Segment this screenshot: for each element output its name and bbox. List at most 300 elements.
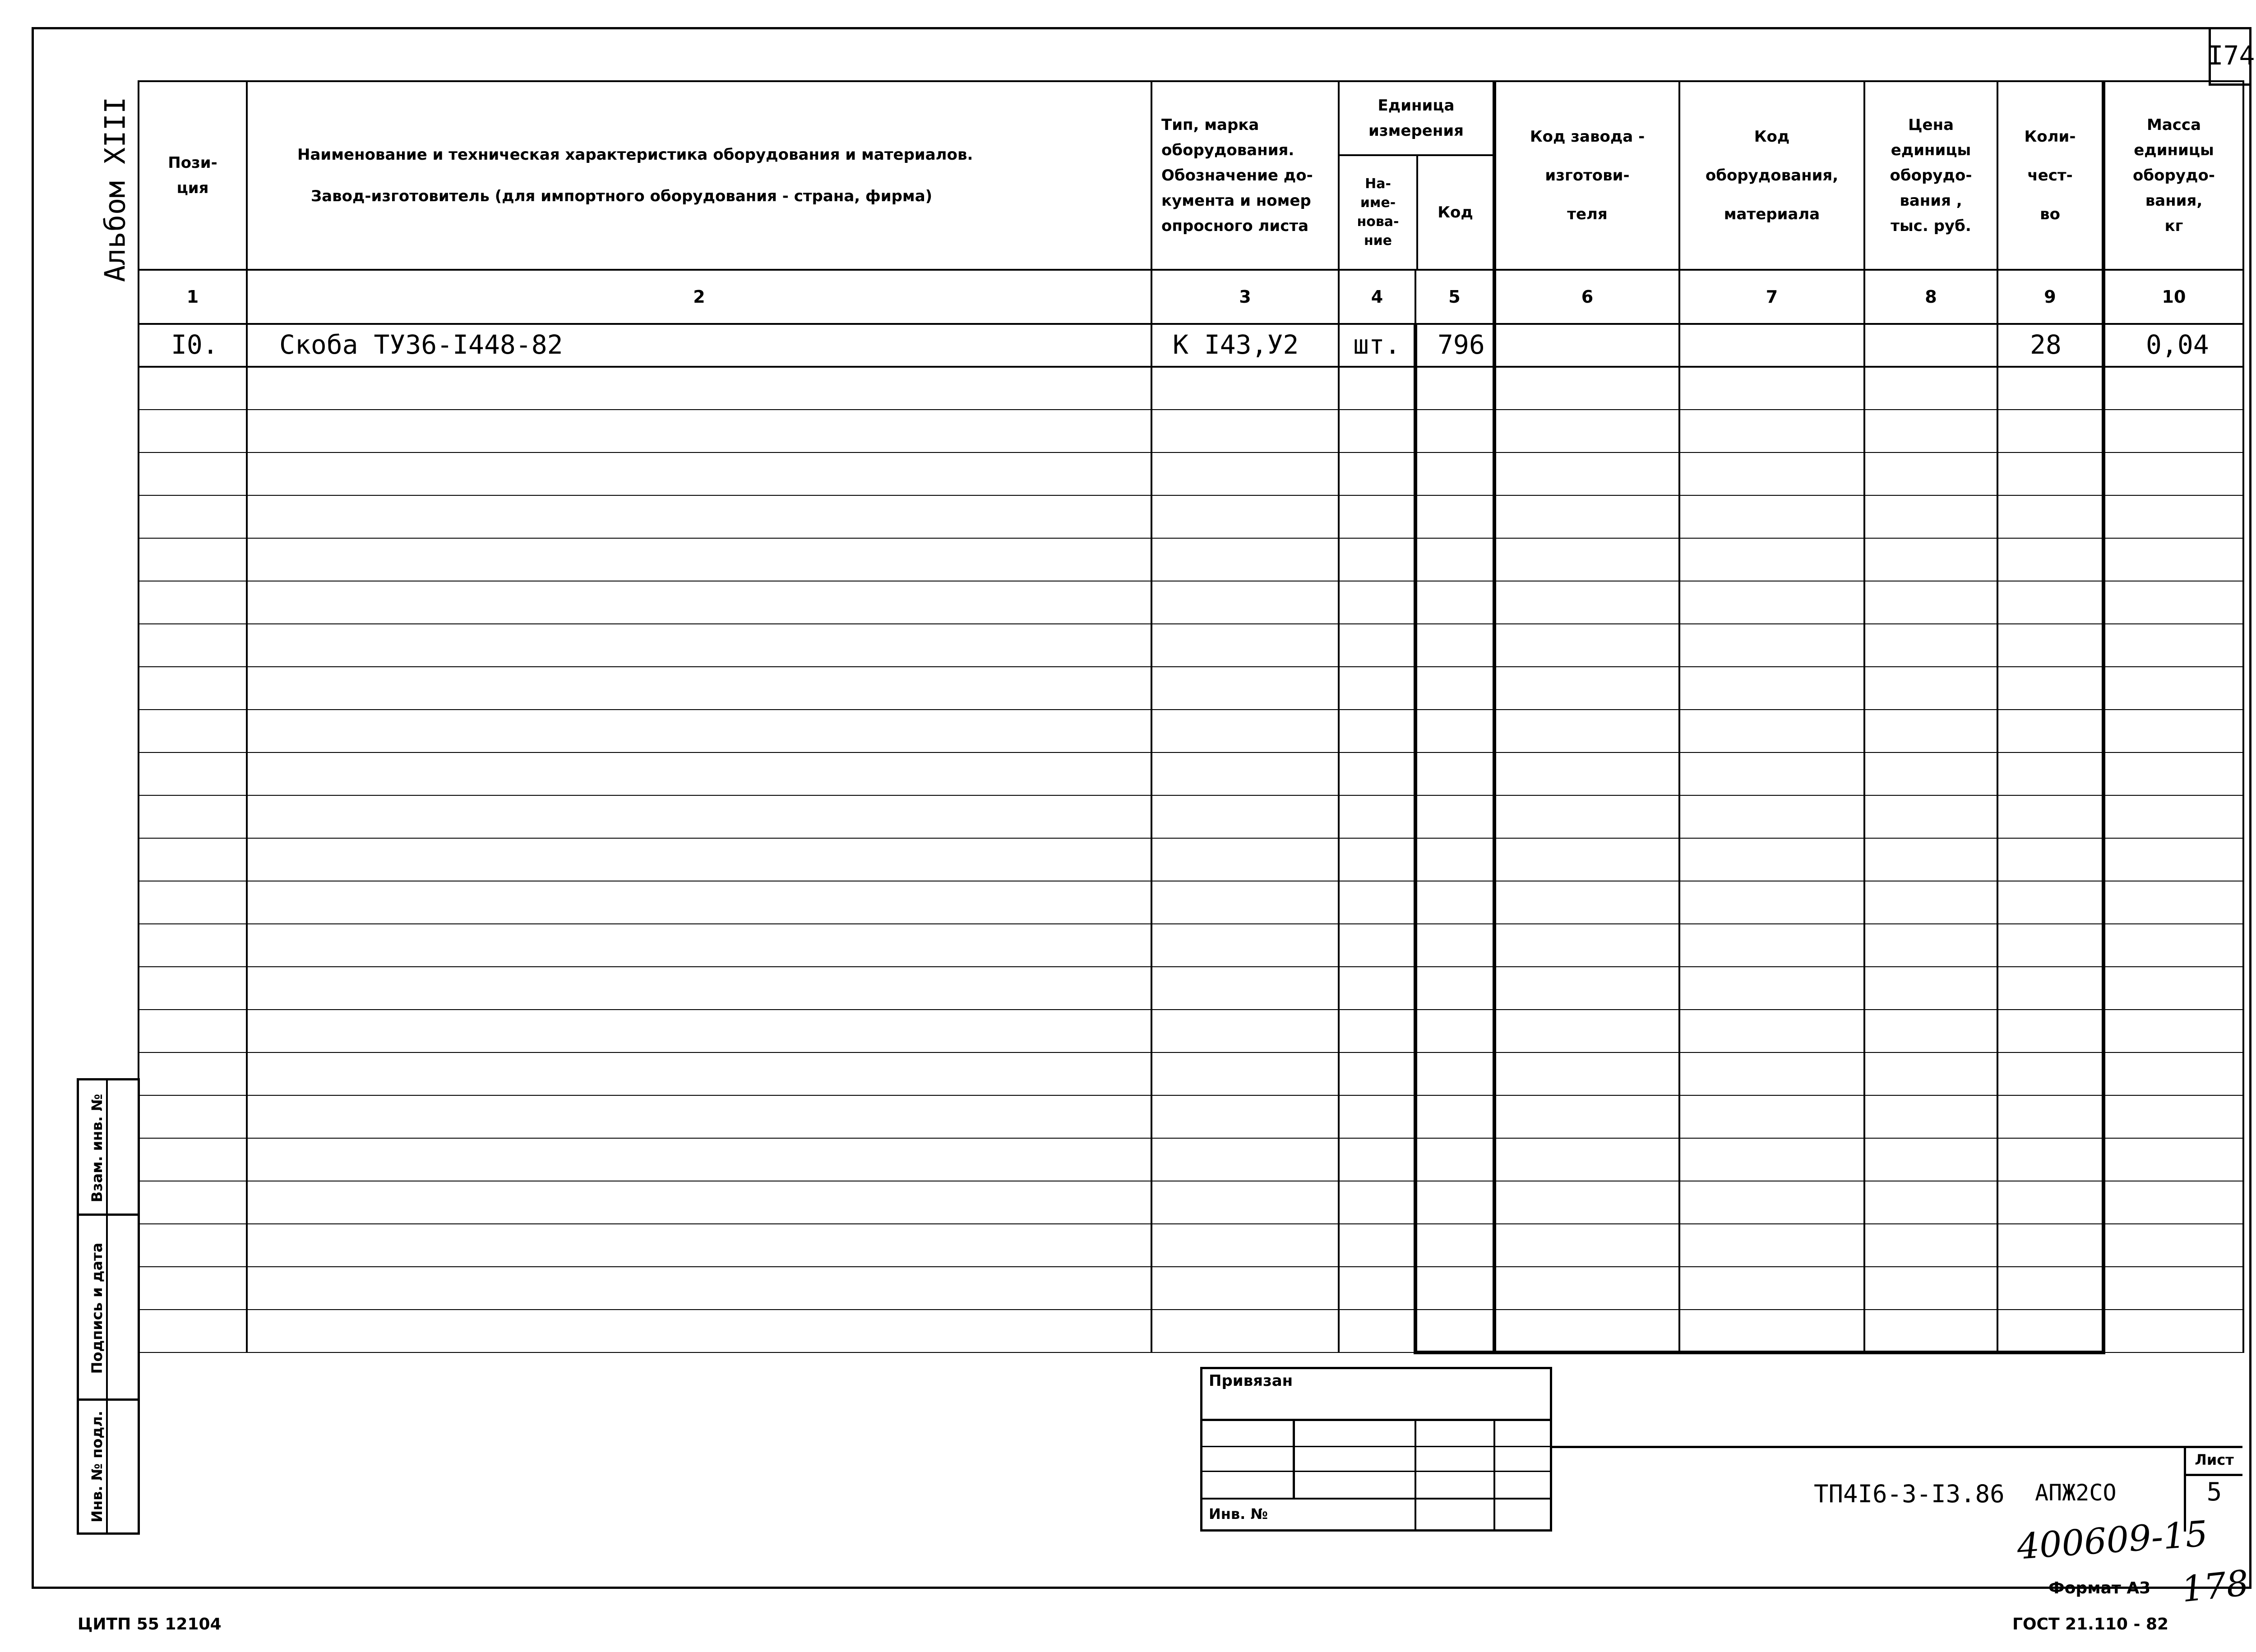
table-cell [1494, 1310, 1679, 1352]
table-cell [1997, 1052, 2103, 1095]
table-cell [2103, 1095, 2243, 1138]
table-cell [1339, 495, 1415, 538]
header-unit-group: Единица измерения [1340, 82, 1493, 156]
table-cell [247, 495, 1151, 538]
table-cell [1864, 1224, 1997, 1267]
table-cell [247, 410, 1151, 452]
table-cell [1415, 538, 1494, 581]
table-cell [1679, 881, 1864, 924]
album-label: Альбом XIII [98, 97, 132, 282]
table-cell [1151, 838, 1339, 881]
col-number: 2 [247, 270, 1151, 324]
handwritten-ref: 400609-15 [2016, 1514, 2209, 1568]
table-cell [247, 624, 1151, 667]
table-cell [1494, 624, 1679, 667]
table-cell [1494, 1138, 1679, 1181]
table-cell [1339, 1138, 1415, 1181]
cell-name: Скоба ТУ36-I448-82 [247, 324, 1151, 367]
table-cell [247, 1267, 1151, 1310]
table-cell [1679, 495, 1864, 538]
table-cell [1494, 967, 1679, 1010]
table-cell [1679, 838, 1864, 881]
table-cell [1415, 410, 1494, 452]
table-row [139, 1224, 2243, 1267]
table-cell [1151, 1310, 1339, 1352]
table-cell [1679, 1267, 1864, 1310]
table-cell [247, 452, 1151, 495]
table-row [139, 538, 2243, 581]
table-cell [2103, 1267, 2243, 1310]
table-cell [2103, 667, 2243, 710]
table-cell [1415, 967, 1494, 1010]
table-cell [247, 367, 1151, 410]
table-cell [1494, 924, 1679, 967]
table-cell [1997, 452, 2103, 495]
table-cell [1415, 1267, 1494, 1310]
table-cell [1151, 924, 1339, 967]
table-cell [247, 710, 1151, 752]
table-cell [1415, 624, 1494, 667]
table-cell [1864, 967, 1997, 1010]
table-cell [1494, 795, 1679, 838]
table-cell [1997, 924, 2103, 967]
table-cell [139, 1181, 247, 1224]
table-cell [1339, 795, 1415, 838]
table-cell [139, 924, 247, 967]
table-cell [139, 967, 247, 1010]
binding-stamp [1200, 1367, 1552, 1532]
table-row [139, 838, 2243, 881]
table-cell [1864, 1267, 1997, 1310]
page-number: I74 [2209, 27, 2251, 86]
table-cell [1415, 1138, 1494, 1181]
table-cell [2103, 538, 2243, 581]
table-cell [2103, 710, 2243, 752]
header-type: Тип, марка оборудования. Обозначение до- кумента и номер опросного листа [1151, 81, 1339, 270]
table-row [139, 1138, 2243, 1181]
header-unit-name: На- име- нова- ние [1340, 156, 1418, 269]
table-cell [2103, 795, 2243, 838]
table-cell [1864, 881, 1997, 924]
table-cell [1151, 1095, 1339, 1138]
table-cell [1339, 538, 1415, 581]
col-number: 1 [139, 270, 247, 324]
table-cell [1339, 452, 1415, 495]
table-row [139, 967, 2243, 1010]
table-cell [1679, 1010, 1864, 1052]
table-cell [247, 581, 1151, 624]
table-cell [1864, 1095, 1997, 1138]
table-cell [247, 924, 1151, 967]
table-cell [247, 1310, 1151, 1352]
table-cell [2103, 581, 2243, 624]
table-cell [1415, 924, 1494, 967]
col-number: 10 [2103, 270, 2243, 324]
table-cell [1415, 452, 1494, 495]
table-cell [1339, 752, 1415, 795]
header-plant-code: Код завода - изготови- теля [1494, 81, 1679, 270]
table-cell [1679, 752, 1864, 795]
table-cell [1339, 924, 1415, 967]
table-cell [1997, 495, 2103, 538]
table-cell [139, 367, 247, 410]
table-cell [1494, 1095, 1679, 1138]
table-cell [247, 838, 1151, 881]
table-cell [139, 881, 247, 924]
table-cell [1415, 881, 1494, 924]
col-number: 8 [1864, 270, 1997, 324]
table-cell [1494, 710, 1679, 752]
table-cell [1494, 495, 1679, 538]
table-cell [139, 1224, 247, 1267]
col-number: 9 [1997, 270, 2103, 324]
table-cell [1494, 367, 1679, 410]
table-row [139, 452, 2243, 495]
table-cell [1997, 1224, 2103, 1267]
table-cell [1864, 581, 1997, 624]
table-cell [1864, 624, 1997, 667]
table-cell [2103, 924, 2243, 967]
table-cell [1997, 410, 2103, 452]
table-cell [2103, 367, 2243, 410]
table-cell [1339, 410, 1415, 452]
table-cell [1415, 667, 1494, 710]
table-cell [2103, 752, 2243, 795]
table-cell [247, 538, 1151, 581]
table-cell [247, 967, 1151, 1010]
cell-equipment-code [1679, 324, 1864, 367]
table-cell [139, 1095, 247, 1138]
format-label: Формат А3 [2048, 1579, 2151, 1597]
table-cell [1151, 1267, 1339, 1310]
col-number: 5 [1415, 270, 1494, 324]
table-cell [1339, 1181, 1415, 1224]
table-cell [247, 1224, 1151, 1267]
table-cell [1151, 410, 1339, 452]
table-cell [1415, 367, 1494, 410]
table-cell [1679, 710, 1864, 752]
table-cell [1339, 1224, 1415, 1267]
table-cell [1151, 495, 1339, 538]
table-cell [1494, 667, 1679, 710]
header-name: Наименование и техническая характеристика оборудования и материалов. Завод-изготовитель (для импортного оборудования - страна, фирма) [247, 81, 1151, 270]
table-cell [1415, 581, 1494, 624]
table-cell [1997, 1310, 2103, 1352]
table-cell [1339, 1052, 1415, 1095]
table-cell [2103, 495, 2243, 538]
table-cell [1415, 1181, 1494, 1224]
table-cell [1339, 1267, 1415, 1310]
col-number: 7 [1679, 270, 1864, 324]
table-cell [1415, 1052, 1494, 1095]
table-cell [1864, 752, 1997, 795]
cell-unit-code: 796 [1415, 324, 1494, 367]
table-cell [1997, 881, 2103, 924]
table-cell [1415, 838, 1494, 881]
table-cell [1997, 967, 2103, 1010]
table-cell [1415, 752, 1494, 795]
table-cell [1494, 452, 1679, 495]
table-cell [1864, 410, 1997, 452]
table-cell [1679, 1310, 1864, 1352]
table-cell [1494, 1010, 1679, 1052]
col-number: 3 [1151, 270, 1339, 324]
table-cell [1339, 367, 1415, 410]
table-cell [1494, 581, 1679, 624]
strip-cell-inv-orig: Инв. № подл. [79, 1401, 138, 1532]
cell-unit: шт. [1339, 324, 1415, 367]
table-cell [1997, 367, 2103, 410]
table-cell [1864, 838, 1997, 881]
table-cell [2103, 624, 2243, 667]
table-cell [2103, 1310, 2243, 1352]
table-cell [1415, 1310, 1494, 1352]
header-price: Цена единицы оборудо- вания , тыс. руб. [1864, 81, 1997, 270]
table-cell [1997, 710, 2103, 752]
table-cell [247, 667, 1151, 710]
table-cell [1151, 452, 1339, 495]
table-cell [1997, 795, 2103, 838]
table-cell [139, 538, 247, 581]
table-cell [1151, 1181, 1339, 1224]
header-quantity: Коли- чест- во [1997, 81, 2103, 270]
table-cell [1494, 538, 1679, 581]
table-cell [139, 838, 247, 881]
table-cell [1339, 1095, 1415, 1138]
table-cell [139, 1010, 247, 1052]
table-cell [1339, 710, 1415, 752]
table-cell [139, 752, 247, 795]
table-cell [1151, 667, 1339, 710]
cell-price [1864, 324, 1997, 367]
table-cell [139, 667, 247, 710]
footer-right: ГОСТ 21.110 - 82 [2012, 1615, 2169, 1634]
table-cell [1679, 538, 1864, 581]
table-cell [2103, 1010, 2243, 1052]
table-cell [2103, 410, 2243, 452]
table-cell [139, 1052, 247, 1095]
table-row [139, 667, 2243, 710]
table-cell [1679, 924, 1864, 967]
table-cell [1997, 538, 2103, 581]
table-cell [1864, 1138, 1997, 1181]
table-cell [1339, 1310, 1415, 1352]
table-cell [2103, 1052, 2243, 1095]
table-cell [139, 410, 247, 452]
table-cell [139, 710, 247, 752]
table-cell [1494, 838, 1679, 881]
table-row [139, 324, 2243, 367]
header-equipment-code: Код оборудования, материала [1679, 81, 1864, 270]
table-cell [1997, 838, 2103, 881]
table-row [139, 495, 2243, 538]
table-cell [1997, 1267, 2103, 1310]
table-cell [1679, 967, 1864, 1010]
table-cell [1864, 367, 1997, 410]
table-cell [2103, 838, 2243, 881]
table-cell [2103, 967, 2243, 1010]
table-cell [1997, 1010, 2103, 1052]
table-cell [247, 795, 1151, 838]
table-row [139, 752, 2243, 795]
table-cell [1151, 795, 1339, 838]
table-cell [1864, 1310, 1997, 1352]
table-cell [247, 1138, 1151, 1181]
table-row [139, 1181, 2243, 1224]
table-cell [1415, 795, 1494, 838]
cell-position: I0. [139, 324, 247, 367]
table-cell [1494, 881, 1679, 924]
table-cell [1415, 1095, 1494, 1138]
table-cell [1679, 667, 1864, 710]
table-cell [1679, 624, 1864, 667]
table-row [139, 795, 2243, 838]
table-cell [1494, 752, 1679, 795]
table-cell [247, 1181, 1151, 1224]
table-cell [1679, 452, 1864, 495]
header-position: Пози- ция [139, 81, 247, 270]
table-cell [1997, 752, 2103, 795]
table-cell [1864, 667, 1997, 710]
table-cell [1415, 495, 1494, 538]
strip-cell-inv-repl: Взам. инв. № [79, 1080, 138, 1216]
col-number: 4 [1339, 270, 1415, 324]
cell-type: К I43,У2 [1151, 324, 1339, 367]
specification-table [138, 80, 2244, 1354]
table-cell [247, 1095, 1151, 1138]
table-cell [1997, 1138, 2103, 1181]
table-cell [1151, 367, 1339, 410]
stamp-inv-label: Инв. № [1209, 1505, 1268, 1523]
table-cell [1864, 1181, 1997, 1224]
cell-plant-code [1494, 324, 1679, 367]
table-cell [1864, 495, 1997, 538]
table-cell [1151, 1224, 1339, 1267]
table-cell [1151, 1010, 1339, 1052]
table-cell [1151, 624, 1339, 667]
header-unit [1339, 81, 1494, 270]
table-cell [1864, 538, 1997, 581]
table-cell [2103, 1224, 2243, 1267]
table-cell [2103, 881, 2243, 924]
sheet-label: Лист [2186, 1446, 2242, 1476]
table-row [139, 1267, 2243, 1310]
table-cell [139, 1310, 247, 1352]
table-cell [1864, 452, 1997, 495]
table-row [139, 1310, 2243, 1352]
table-cell [1679, 410, 1864, 452]
table-cell [1679, 367, 1864, 410]
sheet-number: 5 [2206, 1477, 2222, 1507]
table-cell [1151, 710, 1339, 752]
strip-cell-sign-date: Подпись и дата [79, 1216, 138, 1401]
table-cell [139, 624, 247, 667]
table-cell [1415, 1224, 1494, 1267]
table-cell [139, 1138, 247, 1181]
table-row [139, 367, 2243, 410]
table-cell [1151, 538, 1339, 581]
table-row [139, 881, 2243, 924]
table-cell [1997, 667, 2103, 710]
table-cell [1151, 1052, 1339, 1095]
table-cell [1679, 795, 1864, 838]
table-cell [1679, 581, 1864, 624]
header-mass: Масса единицы оборудо- вания, кг [2103, 81, 2243, 270]
table-cell [1339, 624, 1415, 667]
table-row [139, 924, 2243, 967]
table-cell [1151, 881, 1339, 924]
table-cell [1494, 1267, 1679, 1310]
table-cell [247, 881, 1151, 924]
table-row [139, 710, 2243, 752]
table-cell [1339, 967, 1415, 1010]
cell-quantity: 28 [1997, 324, 2103, 367]
table-cell [1997, 624, 2103, 667]
doc-code: ТП4I6-3-I3.86 [1814, 1480, 2005, 1508]
table-cell [1339, 881, 1415, 924]
table-cell [2103, 1138, 2243, 1181]
table-cell [2103, 1181, 2243, 1224]
table-cell [139, 581, 247, 624]
table-row [139, 410, 2243, 452]
cell-mass: 0,04 [2103, 324, 2243, 367]
table-cell [1997, 581, 2103, 624]
table-cell [2103, 452, 2243, 495]
table-cell [1864, 710, 1997, 752]
table-cell [1864, 1052, 1997, 1095]
table-cell [1339, 1010, 1415, 1052]
table-cell [139, 452, 247, 495]
table-cell [1151, 967, 1339, 1010]
stamp-bound-label: Привязан [1209, 1372, 1293, 1390]
table-cell [1415, 710, 1494, 752]
table-cell [1679, 1224, 1864, 1267]
table-cell [1415, 1010, 1494, 1052]
table-cell [247, 1052, 1151, 1095]
table-cell [1339, 838, 1415, 881]
doc-mark: АПЖ2СО [2035, 1480, 2117, 1506]
table-cell [1339, 667, 1415, 710]
table-cell [1339, 581, 1415, 624]
table-cell [1494, 1224, 1679, 1267]
table-cell [1494, 1181, 1679, 1224]
table-cell [1997, 1181, 2103, 1224]
table-cell [247, 752, 1151, 795]
handwritten-number: 178 [2179, 1563, 2251, 1610]
table-cell [1151, 581, 1339, 624]
table-cell [139, 1267, 247, 1310]
table-cell [1997, 1095, 2103, 1138]
col-number: 6 [1494, 270, 1679, 324]
table-cell [247, 1010, 1151, 1052]
table-cell [1151, 752, 1339, 795]
table-cell [1679, 1052, 1864, 1095]
header-unit-code: Код [1438, 203, 1473, 221]
table-row [139, 1095, 2243, 1138]
table-cell [139, 495, 247, 538]
left-signature-strip [77, 1078, 140, 1535]
table-cell [1151, 1138, 1339, 1181]
table-cell [1494, 410, 1679, 452]
table-row [139, 1010, 2243, 1052]
table-row [139, 1052, 2243, 1095]
footer-left: ЦИТП 55 12104 [78, 1615, 222, 1634]
table-row [139, 581, 2243, 624]
table-cell [1679, 1138, 1864, 1181]
table-cell [1494, 1052, 1679, 1095]
table-cell [1864, 1010, 1997, 1052]
table-cell [1864, 795, 1997, 838]
